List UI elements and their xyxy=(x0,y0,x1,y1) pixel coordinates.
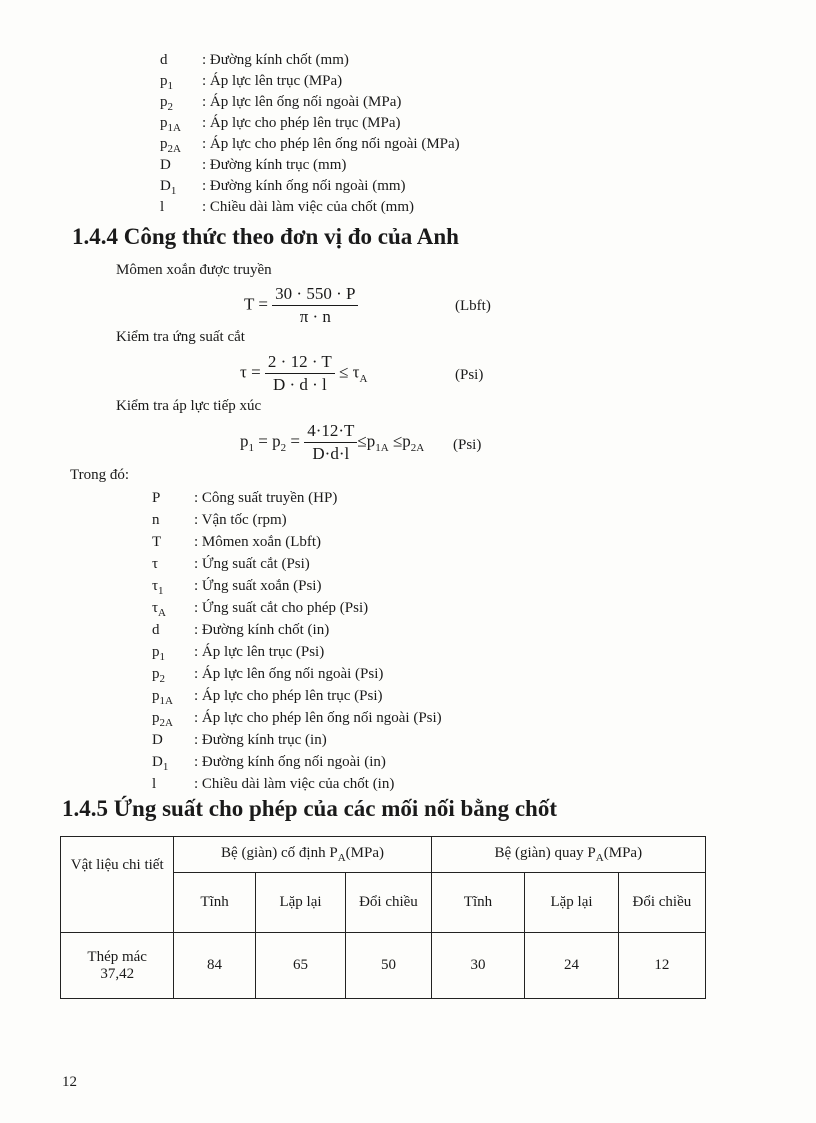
variable-symbol: l xyxy=(160,199,165,215)
fraction-denominator: π · n xyxy=(299,307,331,326)
variable-symbol: $p_1$ xyxy=(152,644,165,663)
variable-description: : Đường kính trục (mm) xyxy=(202,157,347,173)
torque-formula xyxy=(244,283,358,328)
variable-row xyxy=(152,531,442,553)
variable-symbol: d xyxy=(160,52,168,68)
variable-symbol: P xyxy=(152,490,161,506)
variable-row xyxy=(160,176,460,197)
variable-description: : Áp lực lên trục (Psi) xyxy=(194,644,325,660)
variable-row xyxy=(160,50,460,71)
variable-description: : Đường kính chốt (in) xyxy=(194,622,330,638)
subscript: 1 xyxy=(248,441,254,454)
variable-row xyxy=(160,197,460,218)
variable-symbol: $D_1$ xyxy=(160,178,177,197)
variable-symbol: T xyxy=(152,534,162,550)
contact-fraction xyxy=(304,420,357,465)
section-heading-1-4-5: 1.4.5 Ứng suất cho phép của các mối nối bằng chốt xyxy=(62,796,557,821)
value-cell: 30 xyxy=(431,933,525,999)
formula-eq: = xyxy=(286,431,300,451)
variable-description: : Đường kính trục (in) xyxy=(194,732,327,748)
table-row xyxy=(61,933,706,999)
contact-unit: (Psi) xyxy=(453,437,482,453)
variable-symbol: l xyxy=(152,776,157,792)
variable-description: : Áp lực cho phép lên trục (Psi) xyxy=(194,688,383,704)
rotating-base-header xyxy=(431,837,705,873)
variable-row xyxy=(152,641,442,663)
variable-symbol: $p_2$ xyxy=(160,94,173,113)
variable-row xyxy=(152,509,442,531)
sub-header-cell: Tĩnh xyxy=(431,873,525,933)
value-cell: 50 xyxy=(346,933,431,999)
variable-symbol: d xyxy=(152,622,160,638)
variable-symbol: $p_{2A}$ xyxy=(160,136,181,155)
variable-description: : Đường kính ống nối ngoài (mm) xyxy=(202,178,406,194)
variable-description: : Mômen xoắn (Lbft) xyxy=(194,534,322,550)
variable-description: : Đường kính ống nối ngoài (in) xyxy=(194,754,386,770)
variable-symbol: D xyxy=(152,732,163,748)
formula-rhs-1: ≤p xyxy=(357,431,376,451)
variable-row xyxy=(160,113,460,134)
sub-header-cell: Lặp lại xyxy=(255,873,346,933)
variable-symbol: $\tau_A$ xyxy=(152,600,166,619)
variable-symbol: $\tau_1$ xyxy=(152,578,164,597)
variable-description: : Áp lực cho phép lên trục (MPa) xyxy=(202,115,401,131)
variable-description: : Ứng suất xoắn (Psi) xyxy=(194,578,322,594)
formula-lhs: T = xyxy=(244,294,268,314)
shear-fraction xyxy=(265,351,335,396)
variable-row xyxy=(152,553,442,575)
contact-formula xyxy=(240,420,424,465)
formula-lhs: τ = xyxy=(240,362,261,382)
subscript: 2A xyxy=(410,441,425,454)
contact-pressure-label: Kiểm tra áp lực tiếp xúc xyxy=(116,398,262,414)
unit: (MPa) xyxy=(603,845,643,861)
fraction-numerator: 30 · 550 · P xyxy=(272,283,358,306)
rotating-base-label: Bệ (giàn) quay P xyxy=(494,845,596,861)
variable-row xyxy=(152,575,442,597)
fixed-base-label: Bệ (giàn) cố định P xyxy=(221,845,338,861)
formula-mid: = p xyxy=(254,431,281,451)
variable-list-imperial xyxy=(152,487,442,795)
fraction-numerator: 2 · 12 · T xyxy=(265,351,335,374)
subscript: A xyxy=(337,852,346,864)
variable-description: : Chiều dài làm việc của chốt (mm) xyxy=(202,199,415,215)
variable-description: : Ứng suất cắt (Psi) xyxy=(194,556,310,572)
variable-symbol: D xyxy=(160,157,171,173)
subscript: A xyxy=(595,852,604,864)
shear-formula xyxy=(240,351,367,396)
page-number: 12 xyxy=(62,1074,77,1090)
subscript: 2 xyxy=(280,441,287,454)
variable-description: : Vận tốc (rpm) xyxy=(194,512,287,528)
shear-check-label: Kiểm tra ứng suất cắt xyxy=(116,329,245,345)
value-cell: 12 xyxy=(618,933,705,999)
value-cell: 84 xyxy=(174,933,255,999)
variable-description: : Công suất truyền (HP) xyxy=(194,490,338,506)
sub-header-cell: Tĩnh xyxy=(174,873,255,933)
value-cell: 65 xyxy=(255,933,346,999)
formula-rhs-subscript: A xyxy=(359,372,368,385)
fraction-denominator: D·d·l xyxy=(312,444,350,463)
unit: (MPa) xyxy=(345,845,384,861)
variable-description: : Ứng suất cắt cho phép (Psi) xyxy=(194,600,369,616)
variable-symbol: $D_1$ xyxy=(152,754,169,773)
formula-rhs-2: ≤p xyxy=(388,431,411,451)
variable-symbol: $p_1$ xyxy=(160,73,173,92)
variable-row xyxy=(152,685,442,707)
variable-description: : Áp lực lên trục (MPa) xyxy=(202,73,343,89)
torque-unit: (Lbft) xyxy=(455,298,491,314)
variable-row xyxy=(160,134,460,155)
variable-row xyxy=(160,92,460,113)
variable-symbol: n xyxy=(152,512,160,528)
subscript: 1A xyxy=(375,441,389,454)
variable-description: : Chiều dài làm việc của chốt (in) xyxy=(194,776,395,792)
variable-row xyxy=(152,751,442,773)
value-cell: 24 xyxy=(525,933,618,999)
formula-lhs: p xyxy=(240,431,249,451)
variable-description: : Áp lực cho phép lên ống nối ngoài (MPa) xyxy=(202,136,460,152)
formula-rhs: ≤ τ xyxy=(339,362,360,382)
table-body xyxy=(61,933,706,999)
variable-row xyxy=(152,619,442,641)
variable-row xyxy=(152,597,442,619)
variable-symbol: τ xyxy=(152,556,159,572)
variable-symbol: $p_{1A}$ xyxy=(152,688,173,707)
torque-label: Mômen xoắn được truyền xyxy=(116,262,272,278)
fixed-base-header xyxy=(174,837,431,873)
variable-description: : Áp lực lên ống nối ngoài (Psi) xyxy=(194,666,384,682)
variable-symbol: $p_{1A}$ xyxy=(160,115,181,134)
variable-row xyxy=(152,773,442,795)
variable-description: : Áp lực lên ống nối ngoài (MPa) xyxy=(202,94,402,110)
shear-unit: (Psi) xyxy=(455,367,484,383)
material-header: Vật liệu chi tiết xyxy=(61,837,174,933)
variable-list-metric xyxy=(160,50,460,218)
variable-row xyxy=(160,71,460,92)
section-heading-1-4-4: 1.4.4 Công thức theo đơn vị đo của Anh xyxy=(72,224,459,249)
sub-header-cell: Đổi chiều xyxy=(346,873,431,933)
variable-description: : Đường kính chốt (mm) xyxy=(202,52,349,68)
variable-description: : Áp lực cho phép lên ống nối ngoài (Psi) xyxy=(194,710,442,726)
variable-symbol: $p_2$ xyxy=(152,666,165,685)
variable-row xyxy=(152,729,442,751)
where-label: Trong đó: xyxy=(70,467,130,483)
variable-row xyxy=(152,663,442,685)
variable-symbol: $p_{2A}$ xyxy=(152,710,173,729)
material-cell: Thép mác 37,42 xyxy=(61,933,174,999)
fraction-denominator: D · d · l xyxy=(272,375,327,394)
sub-header-cell: Đổi chiều xyxy=(618,873,705,933)
variable-row xyxy=(160,155,460,176)
allowable-stress-table xyxy=(60,836,706,999)
torque-fraction xyxy=(272,283,358,328)
fraction-numerator: 4·12·T xyxy=(304,420,357,443)
variable-row xyxy=(152,707,442,729)
sub-header-cell: Lặp lại xyxy=(525,873,618,933)
variable-row xyxy=(152,487,442,509)
